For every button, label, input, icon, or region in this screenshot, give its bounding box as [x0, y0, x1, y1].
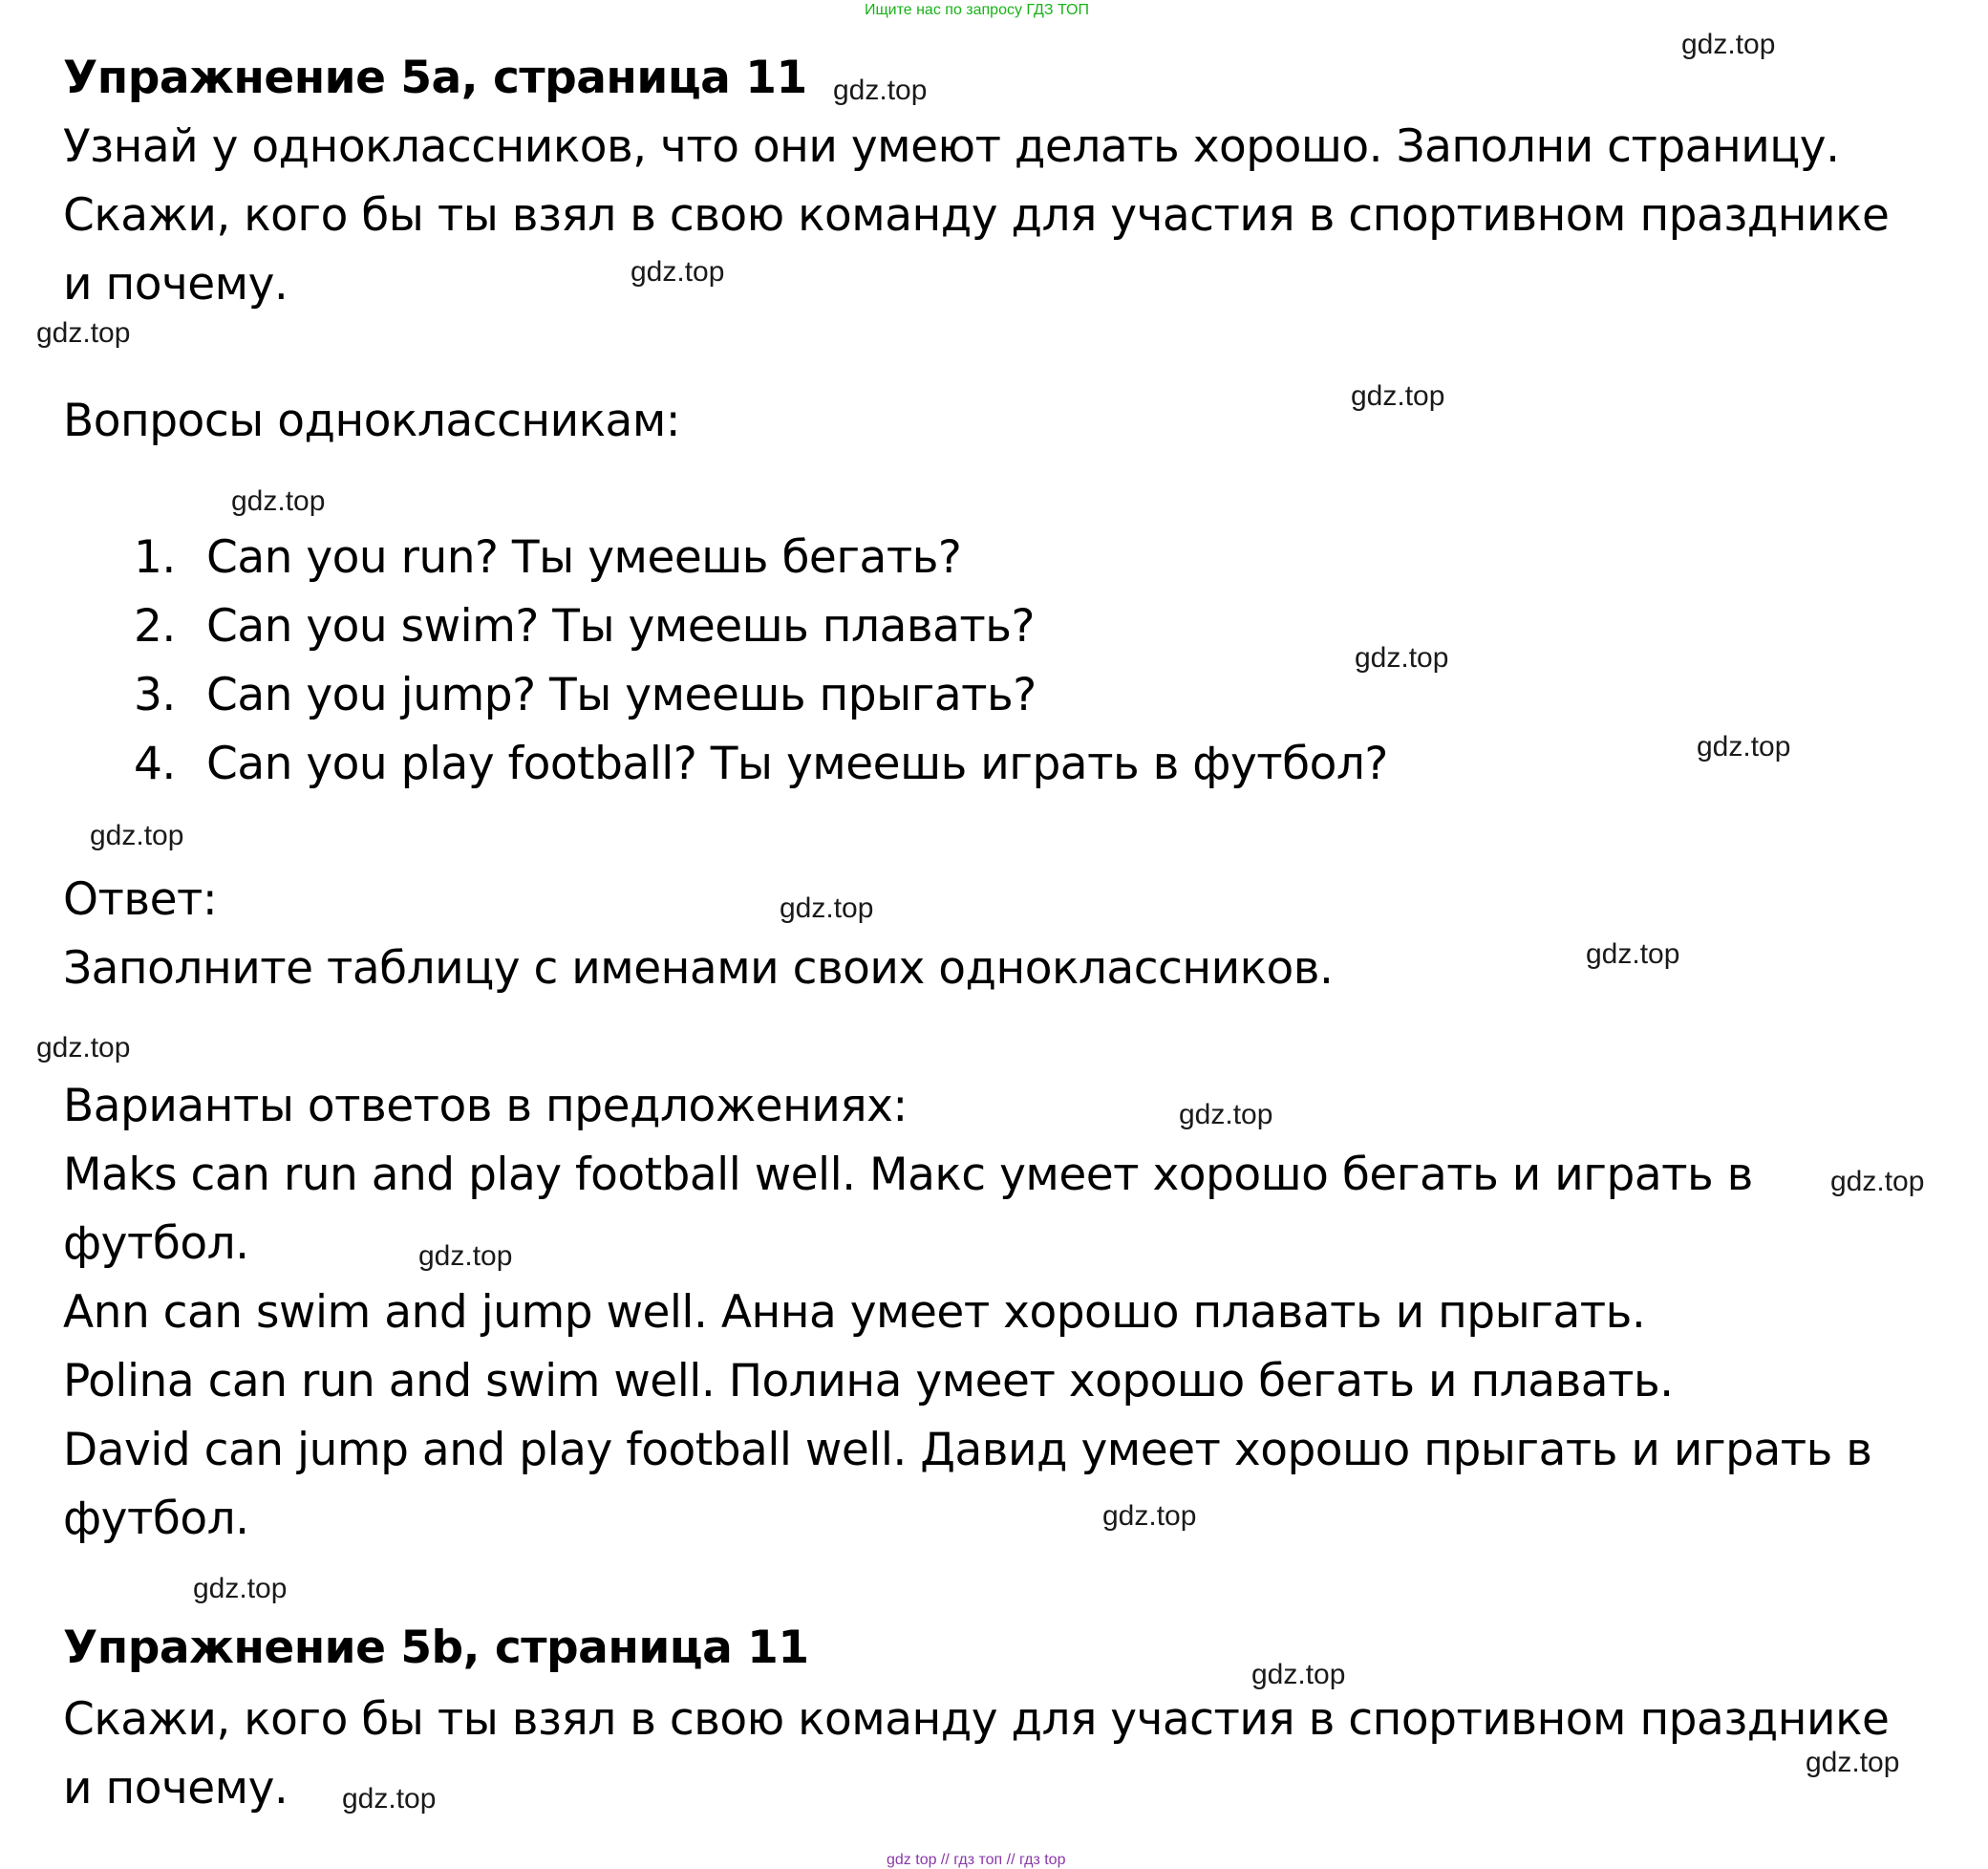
exercise-5a-task-line-2: Скажи, кого бы ты взял в свою команду для участия в спортивном празднике [63, 189, 1890, 242]
question-number: 2. [134, 600, 176, 653]
question-text: Can you run? Ты умеешь бегать? [206, 531, 962, 584]
watermark: gdz.top [231, 485, 326, 517]
question-text: Can you play football? Ты умеешь играть в футбол? [206, 738, 1388, 790]
question-item [134, 592, 1035, 661]
exercise-5b-task-line-2: и почему. [63, 1762, 289, 1815]
top-banner: Ищите нас по запросу ГДЗ ТОП [865, 2, 1089, 18]
watermark: gdz.top [1586, 938, 1680, 970]
question-item [134, 730, 1388, 799]
watermark: gdz.top [1355, 642, 1449, 674]
watermark: gdz.top [90, 820, 184, 851]
answer-text: Заполните таблицу с именами своих одноклассников. [63, 942, 1334, 995]
footer: gdz top // гдз топ // гдз top [887, 1852, 1066, 1868]
exercise-5a-task-line-3: и почему. [63, 258, 289, 311]
variants-heading: Варианты ответов в предложениях: [63, 1080, 908, 1132]
watermark: gdz.top [1697, 731, 1791, 763]
question-text: Can you jump? Ты умеешь прыгать? [206, 669, 1037, 721]
answer-label: Ответ: [63, 873, 218, 926]
watermark: gdz.top [1681, 29, 1776, 60]
watermark: gdz.top [1251, 1659, 1346, 1690]
watermark: gdz.top [631, 256, 725, 288]
watermark: gdz.top [833, 75, 928, 106]
variant-line-1: Maks can run and play football well. Макс умеет хорошо бегать и играть в [63, 1149, 1753, 1201]
watermark: gdz.top [1179, 1099, 1273, 1130]
exercise-5a-title: Упражнение 5а, страница 11 [63, 52, 807, 104]
watermark: gdz.top [1102, 1500, 1197, 1532]
question-item [134, 661, 1037, 730]
variant-line-4: Polina can run and swim well. Полина умеет хорошо бегать и плавать. [63, 1355, 1674, 1407]
questions-heading: Вопросы одноклассникам: [63, 395, 681, 447]
exercise-5b-task-line-1: Скажи, кого бы ты взял в свою команду для участия в спортивном празднике [63, 1693, 1890, 1746]
question-number: 3. [134, 669, 176, 721]
question-text: Can you swim? Ты умеешь плавать? [206, 600, 1035, 653]
question-number: 1. [134, 531, 176, 584]
watermark: gdz.top [36, 317, 131, 349]
variant-line-5: David can jump and play football well. Давид умеет хорошо прыгать и играть в [63, 1424, 1872, 1476]
exercise-5b-title: Упражнение 5b, страница 11 [63, 1622, 809, 1674]
watermark: gdz.top [1830, 1166, 1925, 1197]
watermark: gdz.top [418, 1240, 513, 1272]
variant-line-3: Ann can swim and jump well. Анна умеет хорошо плавать и прыгать. [63, 1286, 1646, 1339]
watermark: gdz.top [780, 892, 874, 924]
question-item [134, 524, 961, 592]
watermark: gdz.top [342, 1783, 437, 1815]
watermark: gdz.top [36, 1032, 131, 1063]
watermark: gdz.top [193, 1573, 288, 1604]
watermark: gdz.top [1351, 380, 1445, 412]
variant-line-6: футбол. [63, 1493, 249, 1545]
watermark: gdz.top [1806, 1747, 1900, 1778]
exercise-5a-task-line-1: Узнай у одноклассников, что они умеют делать хорошо. Заполни страницу. [63, 120, 1840, 173]
variant-line-2: футбол. [63, 1217, 249, 1270]
question-number: 4. [134, 738, 176, 790]
